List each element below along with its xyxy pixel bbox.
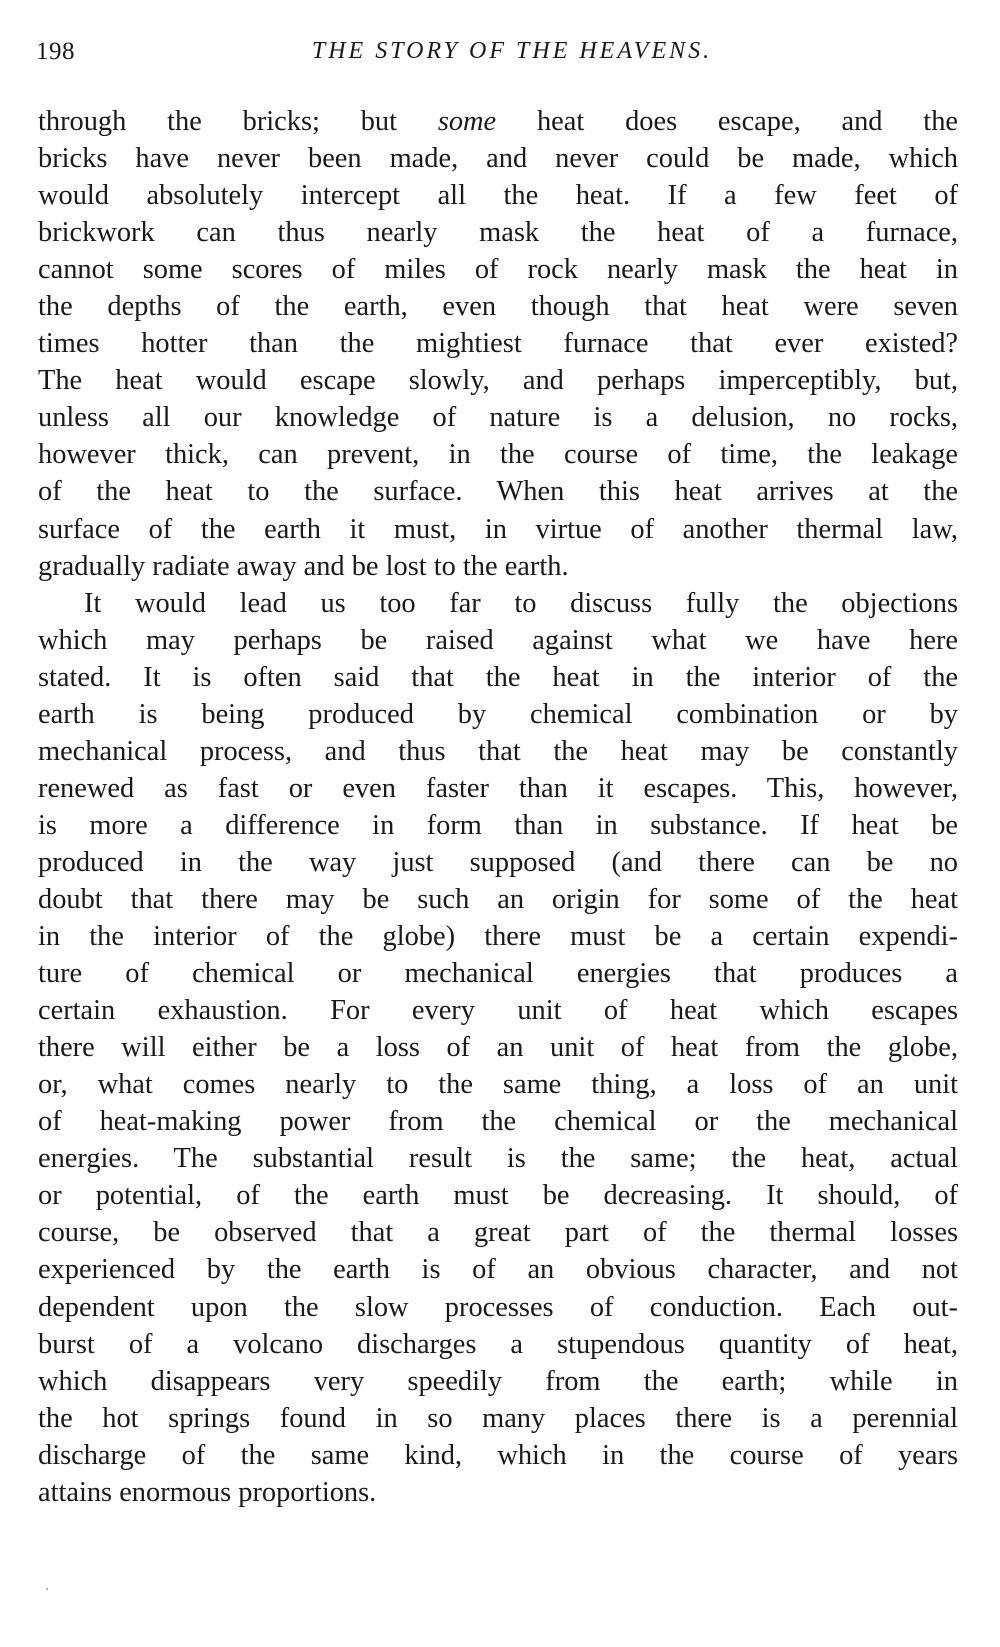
text-line: dependent upon the slow processes of conduction. Each out- <box>38 1291 958 1323</box>
text-line: course, be observed that a great part of the thermal losses <box>38 1217 958 1249</box>
text-line: doubt that there may be such an origin for some of the heat <box>38 883 958 915</box>
text-line <box>38 103 958 140</box>
text-line: The heat would escape slowly, and perhaps imperceptibly, but, <box>38 365 958 397</box>
paragraph <box>38 103 958 585</box>
text-line: renewed as fast or even faster than it escapes. This, however, <box>38 772 958 804</box>
text-line: mechanical process, and thus that the heat may be constantly <box>38 735 958 767</box>
page-speck <box>46 1588 48 1590</box>
text-line: cannot some scores of miles of rock nearly mask the heat in <box>38 254 958 286</box>
text-line: of heat-making power from the chemical or the mechanical <box>38 1106 958 1138</box>
text-line: which disappears very speedily from the earth; while in <box>38 1365 958 1397</box>
text-line: unless all our knowledge of nature is a delusion, no rocks, <box>38 402 958 434</box>
text-line: produced in the way just supposed (and there can be no <box>38 846 958 878</box>
running-title: THE STORY OF THE HEAVENS. <box>311 38 713 64</box>
text-line: times hotter than the mightiest furnace that ever existed? <box>38 328 958 360</box>
text-line: It would lead us too far to discuss fully the objections <box>84 587 958 619</box>
paragraph <box>38 585 958 1511</box>
page-header <box>36 38 958 74</box>
body-text <box>38 103 958 1511</box>
text-line: or, what comes nearly to the same thing, a loss of an unit <box>38 1069 958 1101</box>
text-line: brickwork can thus nearly mask the heat of a furnace, <box>38 217 958 249</box>
text-line: would absolutely intercept all the heat. If a few feet of <box>38 180 958 212</box>
text-run: through the bricks; but <box>38 106 438 137</box>
text-line: surface of the earth it must, in virtue of another thermal law, <box>38 513 958 545</box>
text-line: discharge of the same kind, which in the course of years <box>38 1439 958 1471</box>
text-line: attains enormous proportions. <box>38 1476 377 1508</box>
text-line: the depths of the earth, even though that heat were seven <box>38 291 958 323</box>
text-line: earth is being produced by chemical combination or by <box>38 698 958 730</box>
text-line: however thick, can prevent, in the course of time, the leakage <box>38 439 958 471</box>
page-number: 198 <box>36 38 75 65</box>
text-line: ture of chemical or mechanical energies that produces a <box>38 958 958 990</box>
text-line: there will either be a loss of an unit of heat from the globe, <box>38 1032 958 1064</box>
text-run: heat does escape, and the <box>496 106 958 137</box>
text-line: certain exhaustion. For every unit of heat which escapes <box>38 995 958 1027</box>
text-line: which may perhaps be raised against what we have here <box>38 624 958 656</box>
text-line: or potential, of the earth must be decreasing. It should, of <box>38 1180 958 1212</box>
text-line: energies. The substantial result is the same; the heat, actual <box>38 1143 958 1175</box>
text-line: bricks have never been made, and never could be made, which <box>38 143 958 175</box>
text-line: burst of a volcano discharges a stupendous quantity of heat, <box>38 1328 958 1360</box>
text-line: the hot springs found in so many places there is a perennial <box>38 1402 958 1434</box>
text-line: experienced by the earth is of an obvious character, and not <box>38 1254 958 1286</box>
text-line: in the interior of the globe) there must be a certain expendi- <box>38 921 958 953</box>
italic-word: some <box>437 106 497 137</box>
text-line: stated. It is often said that the heat in the interior of the <box>38 661 958 693</box>
text-line: gradually radiate away and be lost to the earth. <box>38 550 569 582</box>
text-line: is more a difference in form than in substance. If heat be <box>38 809 958 841</box>
text-line: of the heat to the surface. When this heat arrives at the <box>38 476 958 508</box>
